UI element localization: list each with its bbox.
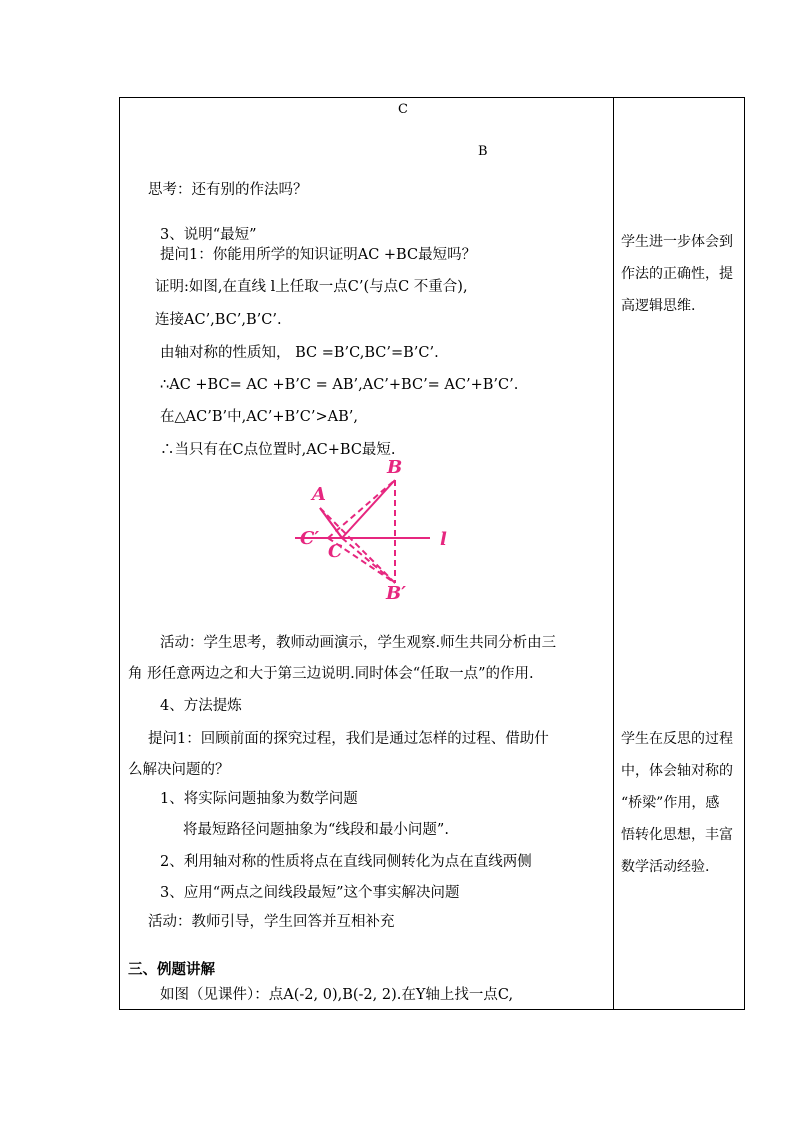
example-text: 如图（见课件）：点A(-2, 0),B(-2, 2).在Y轴上找一点C, bbox=[160, 987, 514, 1003]
geometry-figure bbox=[290, 455, 460, 600]
question-1: 提问1：你能用所学的知识证明AC +BC最短吗？ bbox=[160, 247, 477, 263]
proof-line-4: ∴AC +BC= AC +B’C = AB’,AC’+BC’= AC’+B’C’. bbox=[160, 377, 519, 393]
side-note-2-line: 中，体会轴对称的 bbox=[621, 763, 733, 779]
section-4-heading: 4、方法提炼 bbox=[160, 698, 242, 714]
label-b: B bbox=[387, 457, 403, 478]
label-a: A bbox=[312, 484, 326, 505]
side-note-2-line: 学生在反思的过程 bbox=[621, 731, 733, 747]
figure-label-b-top: B bbox=[478, 144, 488, 159]
label-b-prime: B′ bbox=[386, 583, 406, 600]
method-3: 3、应用“两点之间线段最短”这个事实解决问题 bbox=[160, 885, 460, 901]
section-example-heading: 三、例题讲解 bbox=[128, 961, 215, 978]
label-c-prime: C′ bbox=[300, 528, 320, 549]
activity-1-line-1: 活动：学生思考，教师动画演示，学生观察.师生共同分析由三 bbox=[160, 635, 557, 651]
activity-1-line-2: 角 形任意两边之和大于第三边说明.同时体会“任取一点”的作用. bbox=[128, 666, 534, 682]
side-note-1-line: 学生进一步体会到 bbox=[621, 234, 733, 250]
proof-line-6: ∴当只有在C点位置时,AC+BC最短. bbox=[160, 442, 396, 458]
think-question: 思考：还有别的作法吗？ bbox=[148, 182, 308, 198]
segment-cb bbox=[342, 480, 395, 538]
method-1: 1、将实际问题抽象为数学问题 bbox=[160, 791, 358, 807]
method-2: 2、利用轴对称的性质将点在直线同侧转化为点在直线两侧 bbox=[160, 854, 532, 870]
side-note-2-line: 数学活动经验. bbox=[621, 859, 710, 875]
side-note-1-line: 高逻辑思维. bbox=[621, 298, 696, 314]
method-1-detail: 将最短路径问题抽象为“线段和最小问题”. bbox=[183, 822, 449, 838]
side-note-2-line: 悟转化思想，丰富 bbox=[621, 827, 733, 843]
side-note-2-line: “桥梁”作用，感 bbox=[621, 795, 720, 811]
side-note-1-line: 作法的正确性，提 bbox=[621, 266, 733, 282]
side-note-2 bbox=[621, 723, 743, 883]
section-3-heading: 3、说明“最短” bbox=[160, 227, 257, 243]
proof-line-1: 证明:如图,在直线 l上任取一点C’(与点C 不重合), bbox=[155, 279, 468, 295]
proof-line-5: 在△AC’B’中,AC’+B’C’>AB’, bbox=[160, 409, 358, 425]
question-2-line-1: 提问1：回顾前面的探究过程，我们是通过怎样的过程、借助什 bbox=[148, 731, 549, 747]
side-note-1 bbox=[621, 226, 743, 322]
segment-c-prime-b bbox=[328, 480, 395, 538]
label-l: l bbox=[440, 529, 447, 550]
question-2-line-2: 么解决问题的？ bbox=[128, 762, 230, 778]
proof-line-3: 由轴对称的性质知， BC =B’C,BC’=B’C’. bbox=[160, 345, 439, 361]
figure-label-c-top: C bbox=[398, 102, 408, 117]
label-c: C bbox=[328, 541, 343, 562]
activity-2: 活动：教师引导，学生回答并互相补充 bbox=[148, 914, 395, 930]
proof-line-2: 连接AC’,BC’,B’C’. bbox=[155, 312, 282, 328]
